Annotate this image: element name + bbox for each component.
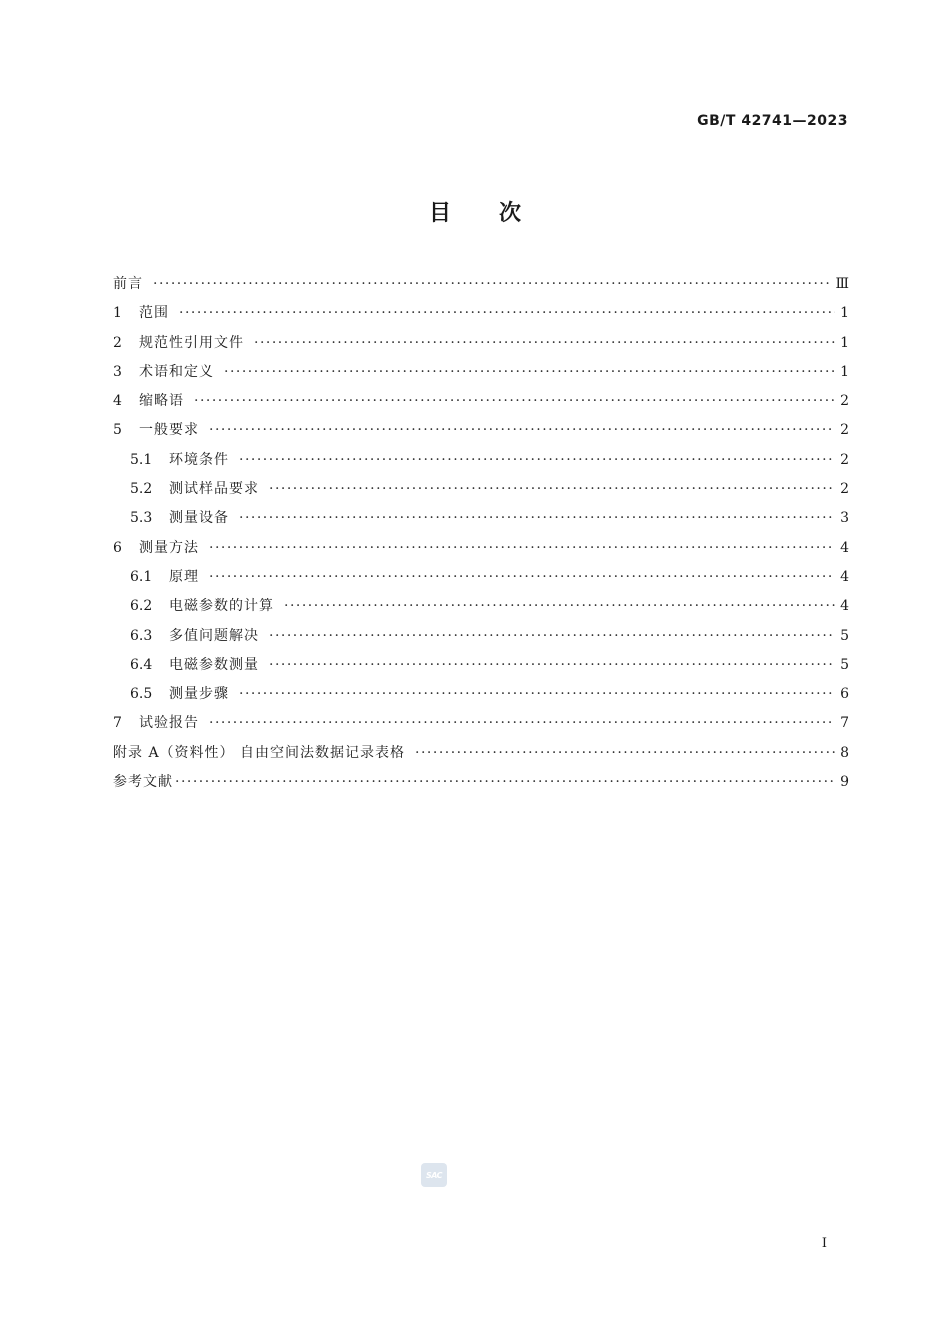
toc-entry-page: 4 (840, 598, 849, 615)
toc-entry-page: 2 (840, 451, 849, 468)
toc-leader-dots (254, 329, 835, 358)
toc-entry-label: 缩略语 (139, 393, 184, 410)
toc-entry-number: 5.2 (130, 481, 153, 498)
toc-entry-page: Ⅲ (835, 276, 849, 292)
toc-entry-multivalue[interactable] (113, 622, 849, 651)
toc-entry-terms-definitions[interactable] (113, 358, 849, 387)
toc-entry-page: 2 (840, 422, 849, 439)
toc-entry-label: 附录 A（资料性） 自由空间法数据记录表格 (113, 744, 406, 761)
toc-entry-label: 参考文献 (113, 774, 173, 791)
toc-entry-number: 6.2 (130, 598, 153, 615)
toc-entry-number: 6.4 (130, 656, 153, 673)
toc-entry-number: 4 (113, 393, 122, 410)
sac-watermark-logo: SAC (421, 1163, 447, 1187)
toc-entry-label: 术语和定义 (139, 363, 214, 380)
toc-entry-page: 6 (840, 686, 849, 703)
standard-number: GB/T 42741—2023 (697, 113, 848, 129)
toc-entry-methods[interactable] (113, 534, 849, 563)
toc-entry-number: 2 (113, 334, 122, 351)
toc-entry-page: 4 (840, 568, 849, 585)
toc-entry-number: 5.1 (130, 451, 153, 468)
toc-entry-label: 规范性引用文件 (139, 334, 244, 351)
toc-leader-dots (239, 680, 835, 709)
toc-entry-measurement[interactable] (113, 651, 849, 680)
toc-leader-dots (179, 299, 835, 328)
page-title: 目次 (428, 201, 569, 226)
toc-entry-normative-references[interactable] (113, 329, 849, 358)
toc-entry-label: 原理 (169, 568, 199, 585)
toc-entry-page: 5 (840, 656, 849, 673)
toc-entry-number: 6.5 (130, 686, 153, 703)
toc-entry-label: 多值问题解决 (169, 627, 259, 644)
toc-leader-dots (209, 563, 835, 592)
toc-entry-number: 7 (113, 715, 122, 732)
toc-leader-dots (224, 358, 835, 387)
toc-leader-dots (239, 504, 835, 533)
toc-leader-dots (415, 739, 835, 768)
toc-entry-number: 6.1 (130, 568, 153, 585)
toc-entry-number: 5 (113, 422, 122, 439)
toc-entry-general-requirements[interactable] (113, 416, 849, 445)
toc-entry-number: 6 (113, 539, 122, 556)
toc-entry-label: 电磁参数测量 (169, 656, 259, 673)
toc-entry-test-report[interactable] (113, 709, 849, 738)
toc-entry-page: 4 (840, 539, 849, 556)
toc-entry-page: 5 (840, 627, 849, 644)
toc-entry-number: 6.3 (130, 627, 153, 644)
toc-entry-bibliography[interactable] (113, 768, 849, 797)
toc-entry-principle[interactable] (113, 563, 849, 592)
toc-entry-calculation[interactable] (113, 592, 849, 621)
toc-leader-dots (269, 622, 835, 651)
toc-entry-label: 试验报告 (139, 715, 199, 732)
toc-entry-label: 一般要求 (139, 422, 199, 439)
toc-entry-label: 测量方法 (139, 539, 199, 556)
toc-leader-dots (269, 651, 835, 680)
toc-entry-page: 3 (840, 510, 849, 527)
toc-leader-dots (284, 592, 835, 621)
toc-entry-label: 测量步骤 (169, 686, 229, 703)
toc-leader-dots (269, 475, 835, 504)
toc-entry-label: 环境条件 (169, 451, 229, 468)
toc-entry-number: 5.3 (130, 510, 153, 527)
toc-entry-sample-requirements[interactable] (113, 475, 849, 504)
toc-entry-label: 前言 (113, 276, 143, 292)
toc-entry-page: 7 (840, 715, 849, 732)
toc-entry-scope[interactable] (113, 299, 849, 328)
toc-entry-page: 1 (840, 305, 849, 322)
toc-entry-number: 3 (113, 363, 122, 380)
toc-leader-dots (209, 534, 835, 563)
toc-entry-page: 2 (840, 393, 849, 410)
toc-entry-environment[interactable] (113, 446, 849, 475)
toc-leader-dots (239, 446, 835, 475)
toc-entry-page: 1 (840, 363, 849, 380)
toc-entry-annex-a[interactable] (113, 739, 849, 768)
toc-leader-dots (194, 387, 835, 416)
toc-entry-label: 电磁参数的计算 (169, 598, 274, 615)
toc-entry-label: 测试样品要求 (169, 481, 259, 498)
toc-entry-steps[interactable] (113, 680, 849, 709)
toc-entry-equipment[interactable] (113, 504, 849, 533)
table-of-contents (113, 270, 849, 797)
toc-entry-page: 1 (840, 334, 849, 351)
toc-entry-label: 测量设备 (169, 510, 229, 527)
toc-entry-number: 1 (113, 305, 122, 322)
toc-entry-page: 9 (840, 774, 849, 791)
toc-entry-abbreviations[interactable] (113, 387, 849, 416)
page-number: I (821, 1236, 827, 1251)
toc-entry-page: 8 (840, 744, 849, 761)
toc-leader-dots (175, 768, 835, 797)
toc-entry-page: 2 (840, 481, 849, 498)
toc-entry-label: 范围 (139, 305, 169, 322)
toc-leader-dots (153, 270, 831, 299)
toc-leader-dots (209, 416, 835, 445)
toc-entry-foreword[interactable] (113, 270, 849, 299)
toc-leader-dots (209, 709, 835, 738)
